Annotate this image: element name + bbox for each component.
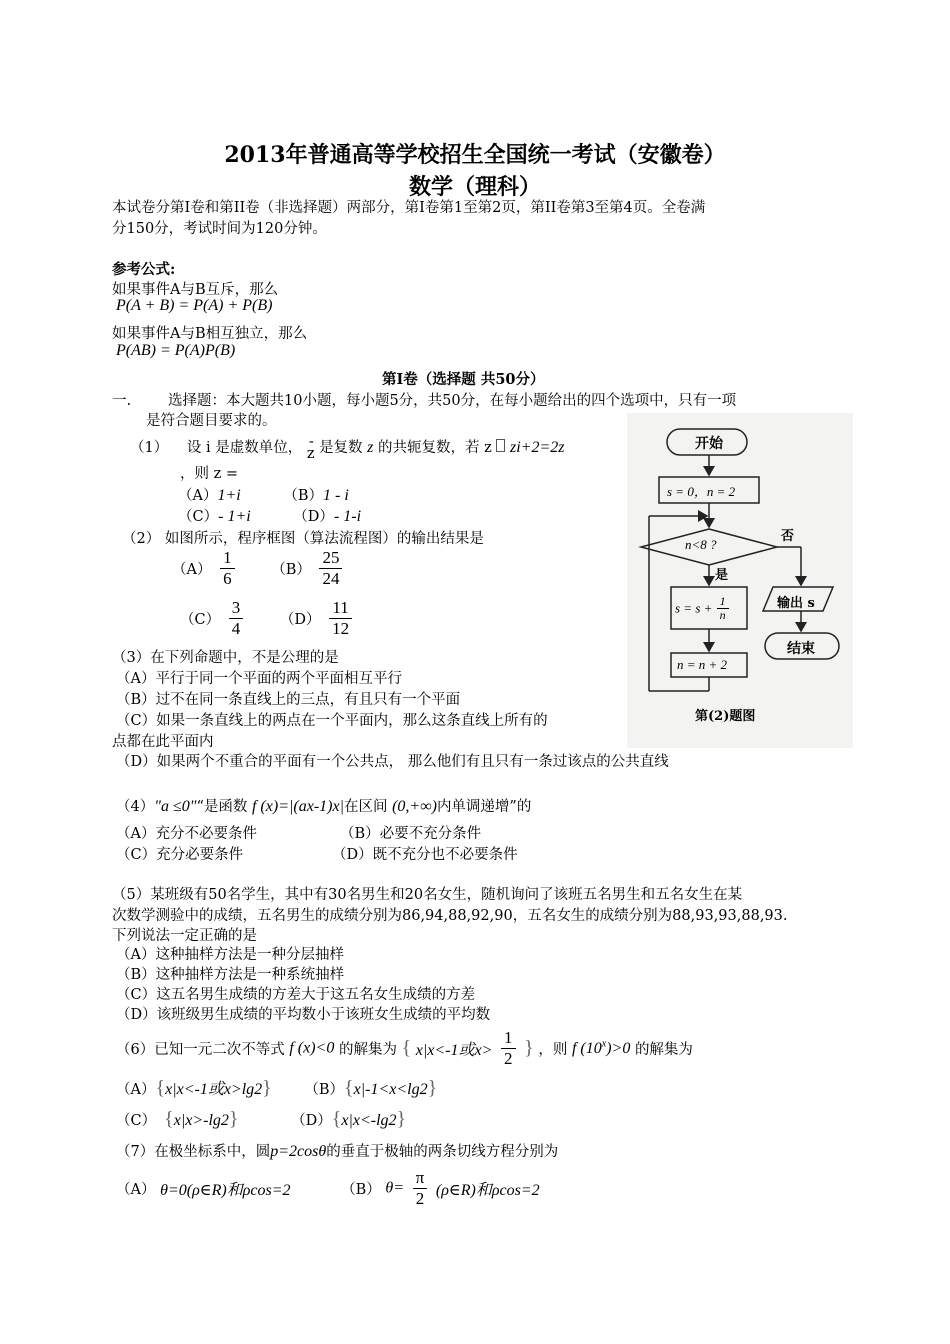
formula-2-text: 如果事件A与B相互独立，那么: [112, 326, 308, 342]
page-title: 2013年普通高等学校招生全国统一考试（安徽卷）: [224, 142, 726, 168]
q4-option-c: （C）充分必要条件: [116, 847, 244, 863]
flow-start-label: 开始: [695, 436, 723, 452]
q3-option-d: （D）如果两个不重合的平面有一个公共点， 那么他们有且只有一条过该点的公共直线: [116, 754, 669, 770]
q4-option-a: （A）充分不必要条件: [116, 826, 257, 842]
flow-output-label: 输出 s: [777, 596, 815, 611]
q1-options-row-1: （A）1+i （B）1 - i: [178, 487, 349, 504]
q4-stem: （4）"a ≤0"“是函数 f (x)=|(ax-1)x|在区间 (0,+∞)内单调递增”的: [116, 798, 532, 815]
q5-option-b: （B）这种抽样方法是一种系统抽样: [116, 967, 345, 983]
formula-heading: 参考公式:: [112, 261, 176, 278]
section-instruction-2: 是符合题目要求的。: [146, 413, 277, 429]
q3-option-c-2: 点都在此平面内: [112, 734, 214, 750]
flow-no-label: 否: [781, 529, 795, 544]
q6-options-row-1: （A）{x|x<-1或x>lg2} （B）{x|-1<x<lg2}: [116, 1077, 438, 1099]
q3-option-b: （B）过不在同一条直线上的三点，有且只有一个平面: [116, 692, 461, 708]
flowchart-svg: [627, 413, 853, 748]
flow-caption: 第(2)题图: [695, 709, 756, 724]
flow-update-s-label: s = s + $\frac{1}{n}$: [675, 595, 730, 622]
flow-end-label: 结束: [787, 641, 815, 657]
missing-glyph-icon: [496, 439, 505, 452]
q4-option-b: （B）必要不充分条件: [340, 826, 482, 842]
flow-update-n-label: n = n + 2: [677, 657, 728, 672]
q2-stem: （2） 如图所示，程序框图（算法流程图）的输出结果是: [122, 531, 484, 547]
q5-line-2: 次数学测验中的成绩，五名男生的成绩分别为86,94,88,92,90，五名女生的成绩分别为88,93,93,88,93.: [112, 908, 788, 924]
intro-line-2: 分150分，考试时间为120分钟。: [112, 221, 327, 237]
intro-line-1: 本试卷分第Ⅰ卷和第II卷（非选择题）两部分，第Ⅰ卷第1至第2页，第II卷第3至第4页。全卷满: [112, 200, 706, 216]
q7-stem: （7）在极坐标系中，圆p=2cosθ的垂直于极轴的两条切线方程分别为: [116, 1143, 559, 1160]
q5-option-c: （C）这五名男生成绩的方差大于这五名女生成绩的方差: [116, 987, 476, 1003]
section-number: 一.: [112, 393, 132, 409]
q6-stem: （6）已知一元二次不等式 f (x)<0 的解集为 { x|x<-1或x> $\frac{1}{2}$ } ，则 f $(10^x)>0$ 的解集为: [116, 1028, 693, 1068]
flow-cond-label: n<8 ?: [685, 537, 717, 552]
q3-stem: （3）在下列命题中，不是公理的是: [112, 650, 339, 666]
formula-1-text: 如果事件A与B互斥，那么: [112, 282, 279, 298]
flowchart-figure: [627, 413, 853, 748]
q1-stem-2: ，则 z =: [180, 466, 239, 482]
formula-1-math: P(A + B) = P(A) + P(B): [116, 297, 273, 314]
q7-options: （A） θ=0(ρ∈R)和ρcos=2 （B） θ= $\frac{\pi}{2}$ (ρ∈R)和ρcos=2: [116, 1168, 540, 1208]
q2-options-row-2: （C） $\frac{3}{4}$ （D） $\frac{11}{12}$: [180, 598, 356, 639]
q3-option-c-1: （C）如果一条直线上的两点在一个平面内，那么这条直线上所有的: [116, 713, 548, 729]
q5-line-3: 下列说法一定正确的是: [112, 928, 257, 944]
q6-options-row-2: （C） {x|x>-lg2} （D）{x|x<-lg2}: [116, 1108, 407, 1130]
q1-stem: （1） 设 i 是虚数单位， - z 是复数 z 的共轭复数，若 z zi+2=2z: [130, 434, 565, 462]
q4-option-d: （D）既不充分也不必要条件: [332, 847, 518, 863]
flow-init-label: s = 0，n = 2: [667, 484, 736, 499]
flow-yes-label: 是: [715, 568, 729, 583]
formula-2-math: P(AB) = P(A)P(B): [116, 342, 236, 359]
q5-option-d: （D）该班级男生成绩的平均数小于该班女生成绩的平均数: [116, 1007, 491, 1023]
q5-line-1: （5）某班级有50名学生，其中有30名男生和20名女生，随机询问了该班五名男生和五名女生在某: [112, 887, 743, 903]
q2-options-row-1: （A） $\frac{1}{6}$ （B） $\frac{25}{24}$: [172, 548, 346, 589]
q1-options-row-2: （C）- 1+i （D）- 1-i: [178, 508, 362, 525]
section-instruction-1: 选择题：本大题共10小题，每小题5分，共50分，在每小题给出的四个选项中，只有一项: [168, 393, 737, 409]
q3-option-a: （A）平行于同一个平面的两个平面相互平行: [116, 671, 402, 687]
page-subtitle: 数学（理科）: [408, 174, 541, 200]
section-heading: 第Ⅰ卷（选择题 共50分）: [382, 371, 545, 388]
q5-option-a: （A）这种抽样方法是一种分层抽样: [116, 947, 344, 963]
